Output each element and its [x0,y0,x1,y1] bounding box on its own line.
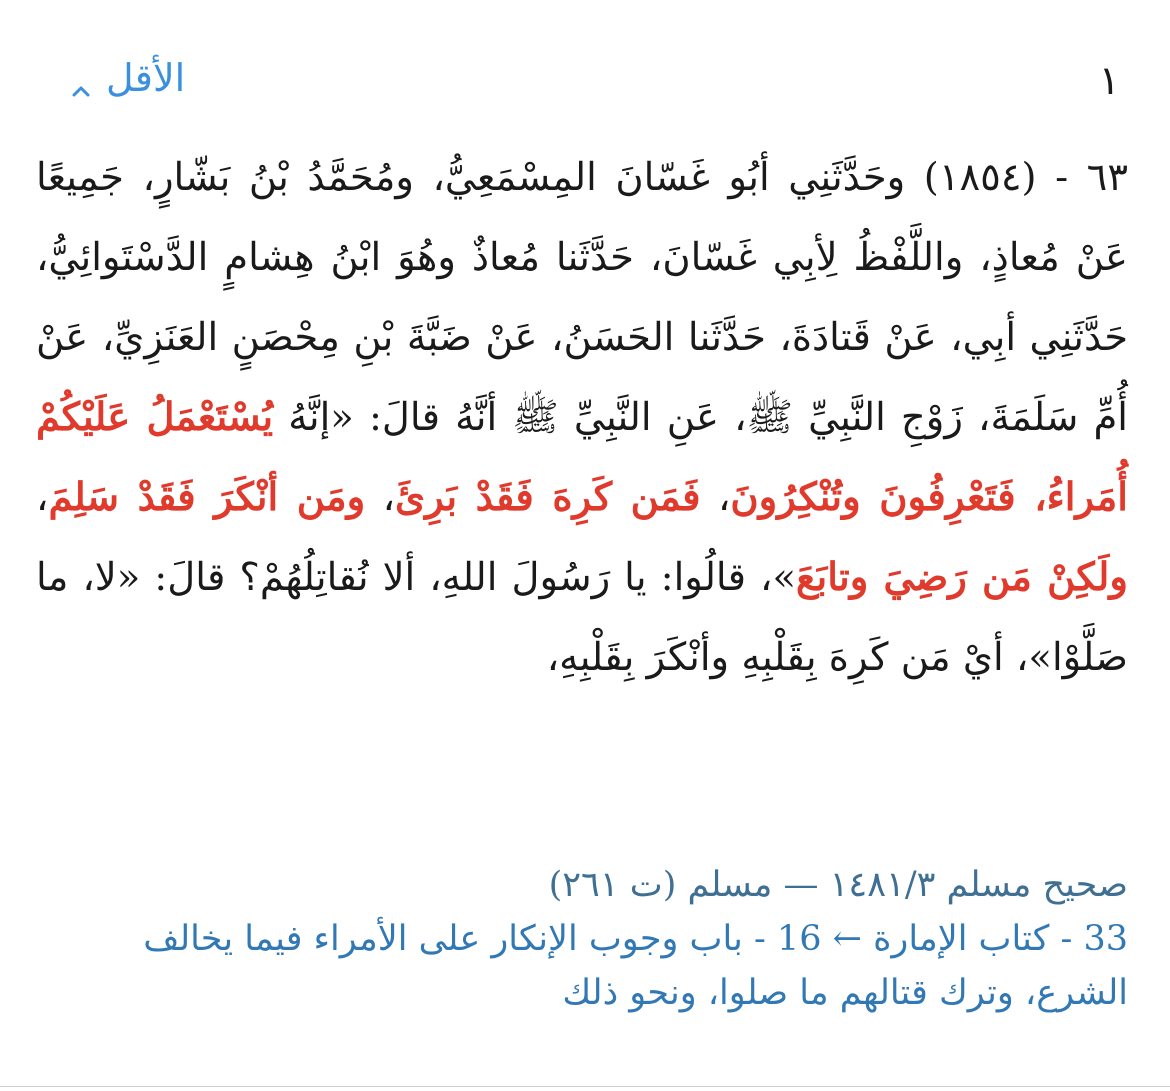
hadith-tail: »، قالُوا: يا رَسُولَ اللهِ، ألا نُقاتِلُهُمْ؟ قالَ: «لا، ما صَلَّوْا»، أيْ مَن كَرِهَ بِقَلْبِهِ وأنْكَرَ بِقَلْبِهِ، [36,555,1128,680]
hadith-quote-3: ومَن أنْكَرَ فَقَدْ سَلِمَ [48,475,366,520]
chapter-link[interactable]: 33 - كتاب الإمارة ← 16 - باب وجوب الإنكار على الأمراء فيما يخالف الشرع، وترك قتالهم ما صلوا، ونحو ذلك [143,919,1128,1013]
collapse-label: الأقل [106,56,186,100]
collapse-toggle[interactable] [70,56,185,100]
hadith-quote-4: ولَكِنْ مَن رَضِيَ وتابَعَ [796,555,1128,600]
source-book: صحيح مسلم ١٤٨١/٣ — مسلم (ت ٢٦١) [548,865,1128,905]
source-reference [36,858,1128,1020]
hadith-chain: ٦٣ - (١٨٥٤) وحَدَّثَنِي أبُو غَسّانَ المِسْمَعِيُّ، ومُحَمَّدُ بْنُ بَشّارٍ، جَمِيعًا عَنْ مُعاذٍ، واللَّفْظُ لِأبِي غَسّانَ، حَدَّثَنا مُعاذٌ وهُوَ ابْنُ هِشامٍ الدَّسْتَوائِيُّ، حَدَّثَنِي أبِي، عَنْ قَتادَةَ، حَدَّثَنا الحَسَنُ، عَنْ ضَبَّةَ بْنِ مِحْصَنٍ العَنَزِيِّ، عَنْ أُمِّ سَلَمَةَ، زَوْجِ النَّبِيِّ ﷺ، عَنِ النَّبِيِّ ﷺ أنَّهُ قالَ: «إنَّهُ [36,155,1129,440]
hadith-quote-2: فَمَن كَرِهَ فَقَدْ بَرِئَ [395,475,701,520]
hadith-text [36,138,1128,698]
hadith-number: ١ [1098,58,1120,104]
chevron-up-icon [70,67,92,89]
hadith-separator: ، [700,475,731,520]
hadith-header [70,52,1130,112]
hadith-separator: ، [365,475,396,520]
hadith-separator: ، [36,475,49,520]
bottom-divider [0,1086,1170,1087]
hadith-quote-1: يُسْتَعْمَلُ عَلَيْكُمْ أُمَراءُ، فَتَعْرِفُونَ وتُنْكِرُونَ [36,395,1128,520]
